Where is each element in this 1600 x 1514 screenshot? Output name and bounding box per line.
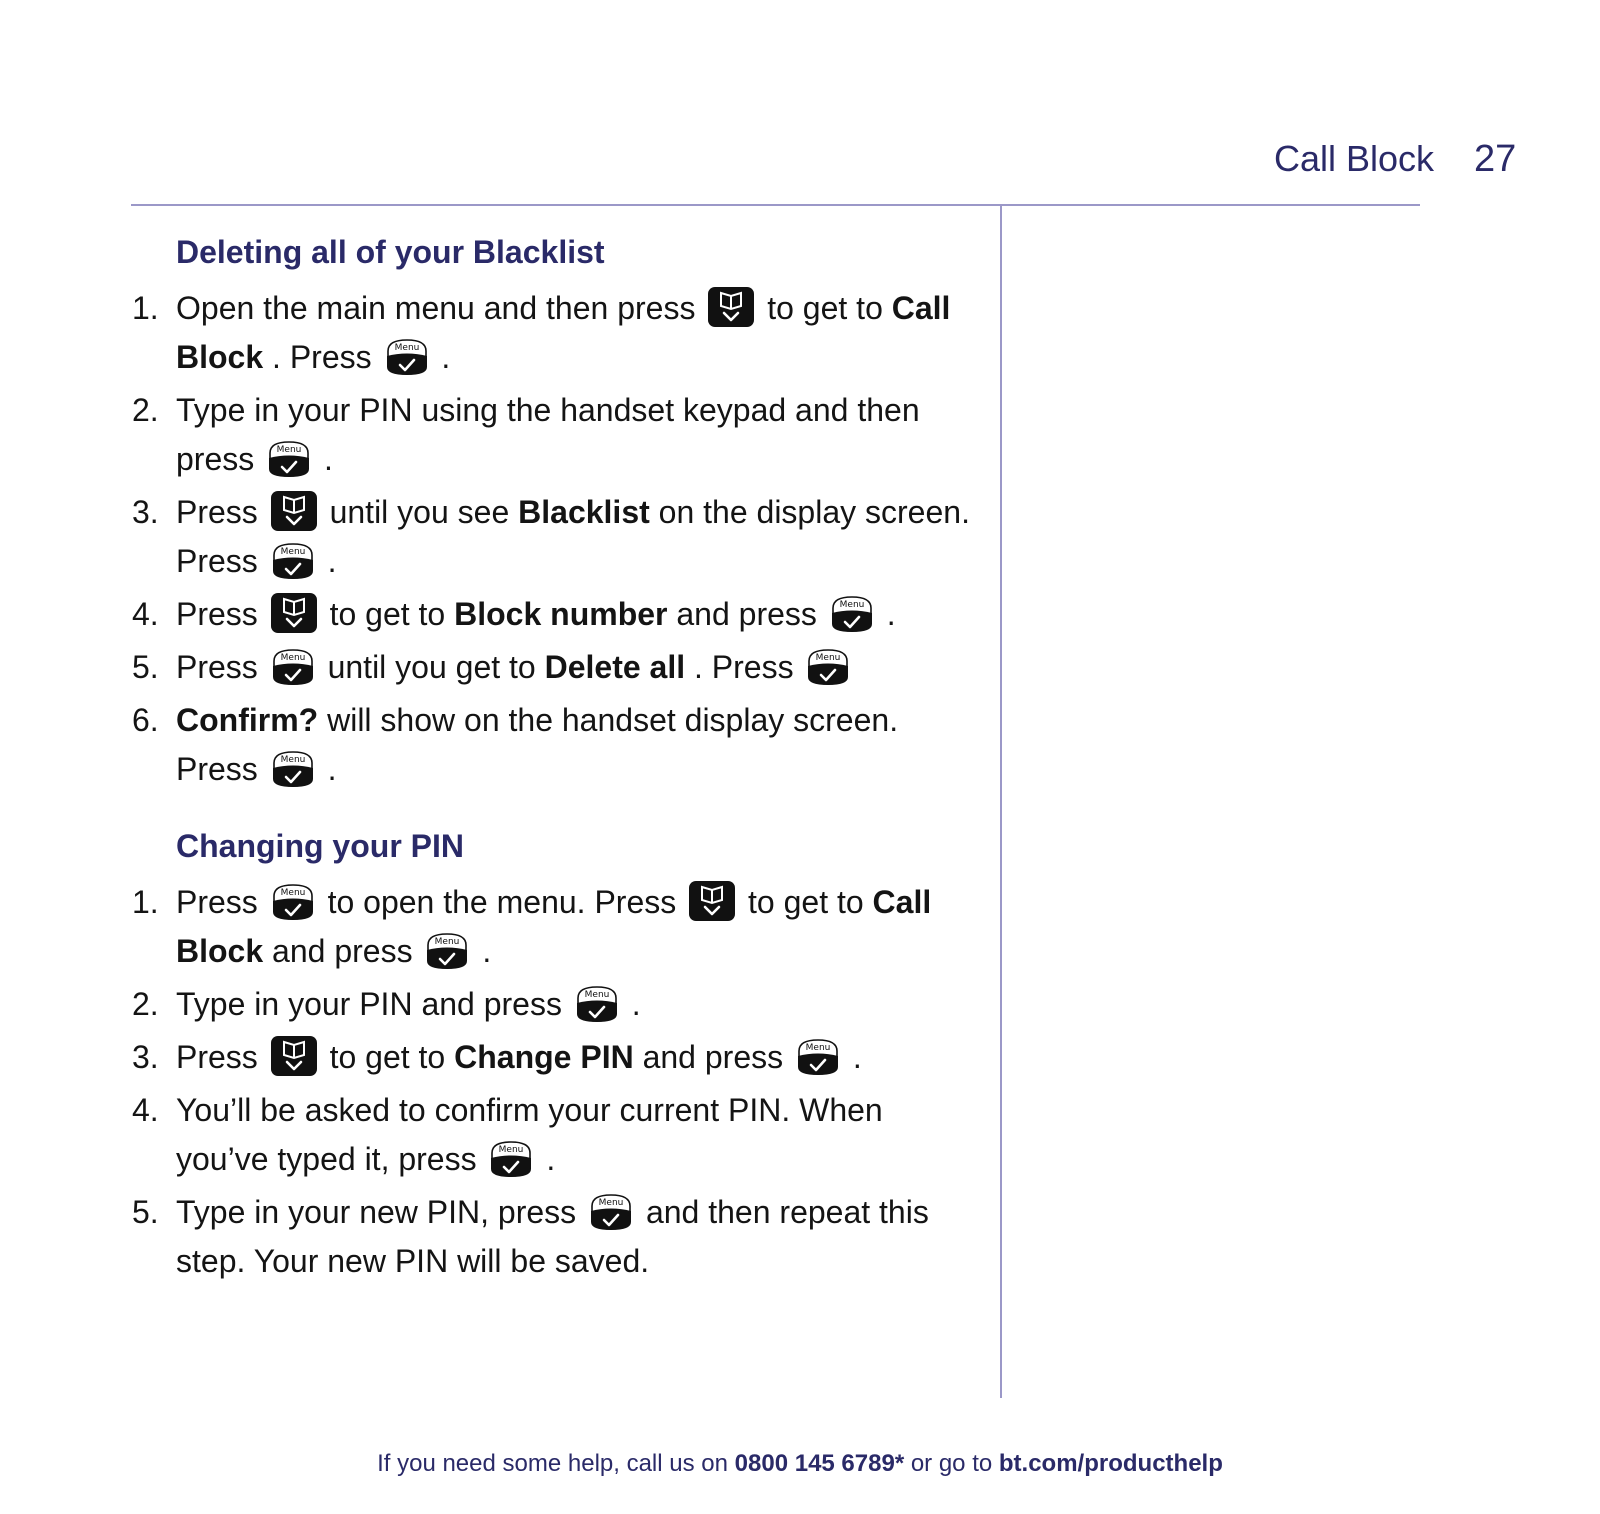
- step-text: Type in your PIN and press: [176, 986, 571, 1022]
- list-item: [120, 643, 980, 692]
- step-number: 3.: [132, 494, 159, 530]
- step-number: 5.: [132, 649, 159, 685]
- section-heading-changing: Changing your PIN: [176, 828, 464, 864]
- menu-ok-key-icon: [488, 1139, 534, 1179]
- step-text: .: [482, 933, 492, 969]
- step-emphasis: Change PIN: [454, 1039, 634, 1075]
- step-emphasis: Call Block: [176, 884, 932, 969]
- footer-text: or go to: [904, 1450, 999, 1477]
- step-number: 2.: [132, 986, 159, 1022]
- menu-ok-key-icon: [829, 594, 875, 634]
- phonebook-down-key-icon: [707, 286, 755, 328]
- svg-text:Menu: Menu: [805, 1043, 831, 1053]
- step-text: to get to: [329, 1039, 455, 1075]
- deleting-steps: [120, 284, 980, 794]
- footer-text: If you need some help, call us on: [377, 1450, 735, 1477]
- phonebook-down-key-icon: [688, 880, 736, 922]
- step-number: 6.: [132, 702, 159, 738]
- step-text: Type in your new PIN, press: [176, 1194, 586, 1230]
- step-emphasis: Confirm?: [176, 702, 319, 738]
- header-divider: [131, 204, 1420, 206]
- svg-text:Menu: Menu: [816, 653, 841, 663]
- step-text: . Press: [272, 339, 381, 375]
- step-text: Open the main menu and then press: [176, 290, 696, 326]
- list-item: [120, 386, 980, 484]
- menu-ok-key-icon: [424, 931, 470, 971]
- menu-ok-key-icon: [805, 647, 851, 687]
- step-number: 2.: [132, 392, 159, 428]
- help-footer: [0, 1450, 1600, 1478]
- menu-ok-key-icon: [266, 439, 312, 479]
- menu-ok-key-icon: [270, 882, 316, 922]
- help-phone-number: 0800 145 6789*: [734, 1450, 905, 1477]
- step-text: on the display screen. Press: [176, 494, 970, 579]
- page-number: 27: [1474, 138, 1517, 180]
- menu-ok-key-icon: [270, 541, 316, 581]
- step-emphasis: Call Block: [176, 290, 951, 375]
- menu-ok-key-icon: [384, 337, 430, 377]
- step-text: .: [546, 1141, 556, 1177]
- step-text: to get to: [329, 596, 455, 632]
- step-emphasis: Blacklist: [518, 494, 650, 530]
- step-number: 1.: [132, 290, 159, 326]
- step-text: Press: [176, 649, 267, 685]
- step-text: and press: [272, 933, 422, 969]
- step-text: Press: [176, 884, 267, 920]
- list-item: [120, 1033, 980, 1082]
- svg-text:Menu: Menu: [280, 755, 306, 765]
- help-url: bt.com/producthelp: [998, 1450, 1223, 1477]
- step-text: .: [327, 751, 337, 787]
- step-text: .: [852, 1039, 862, 1075]
- step-text: .: [886, 596, 896, 632]
- step-text: to get to: [767, 290, 892, 326]
- list-item: [120, 1188, 980, 1286]
- menu-ok-key-icon: [795, 1037, 841, 1077]
- menu-ok-key-icon: [270, 749, 316, 789]
- svg-text:Menu: Menu: [394, 343, 419, 353]
- menu-ok-key-icon: [270, 647, 316, 687]
- list-item: [120, 878, 980, 976]
- svg-text:Menu: Menu: [280, 888, 306, 898]
- svg-text:Menu: Menu: [598, 1198, 624, 1208]
- phonebook-down-key-icon: [270, 592, 318, 634]
- step-number: 3.: [132, 1039, 159, 1075]
- menu-ok-key-icon: [588, 1192, 634, 1232]
- phonebook-down-key-icon: [270, 490, 318, 532]
- step-text: .: [631, 986, 641, 1022]
- step-text: .: [441, 339, 451, 375]
- step-number: 1.: [132, 884, 159, 920]
- step-number: 4.: [132, 1092, 159, 1128]
- list-item: [120, 1086, 980, 1184]
- section-heading-deleting: Deleting all of your Blacklist: [176, 234, 605, 270]
- svg-text:Menu: Menu: [280, 547, 306, 557]
- phonebook-down-key-icon: [270, 1035, 318, 1077]
- step-text: You’ll be asked to confirm your current PIN. When you’ve typed it, press: [176, 1092, 883, 1177]
- step-text: until you see: [329, 494, 519, 530]
- step-text: to get to: [748, 884, 873, 920]
- svg-text:Menu: Menu: [280, 653, 306, 663]
- step-number: 4.: [132, 596, 159, 632]
- list-item: [120, 488, 980, 586]
- step-text: Press: [176, 1039, 267, 1075]
- step-emphasis: Block number: [454, 596, 668, 632]
- svg-text:Menu: Menu: [839, 600, 865, 610]
- step-text: Press: [176, 596, 267, 632]
- page-header-section: Call Block: [1274, 138, 1435, 179]
- step-text: .: [324, 441, 333, 477]
- list-item: [120, 696, 980, 794]
- step-text: Press: [176, 494, 267, 530]
- column-divider: [1000, 206, 1002, 1398]
- step-text: will show on the handset display screen. Press: [176, 702, 899, 787]
- step-text: Type in your PIN using the handset keypad and then press: [176, 392, 920, 477]
- step-emphasis: Delete all: [544, 649, 686, 685]
- main-content: [120, 220, 980, 1314]
- changing-steps: [120, 878, 980, 1286]
- step-text: and then repeat this step. Your new PIN will be saved.: [176, 1194, 929, 1279]
- list-item: [120, 980, 980, 1029]
- svg-text:Menu: Menu: [584, 990, 610, 1000]
- menu-ok-key-icon: [574, 984, 620, 1024]
- step-text: and press: [676, 596, 826, 632]
- step-text: until you get to: [327, 649, 545, 685]
- step-text: . Press: [694, 649, 803, 685]
- list-item: [120, 284, 980, 382]
- step-text: .: [327, 543, 337, 579]
- svg-text:Menu: Menu: [435, 937, 460, 947]
- list-item: [120, 590, 980, 639]
- step-text: and press: [642, 1039, 792, 1075]
- step-text: to open the menu. Press: [327, 884, 686, 920]
- step-number: 5.: [132, 1194, 159, 1230]
- svg-text:Menu: Menu: [276, 445, 302, 455]
- svg-text:Menu: Menu: [499, 1145, 524, 1155]
